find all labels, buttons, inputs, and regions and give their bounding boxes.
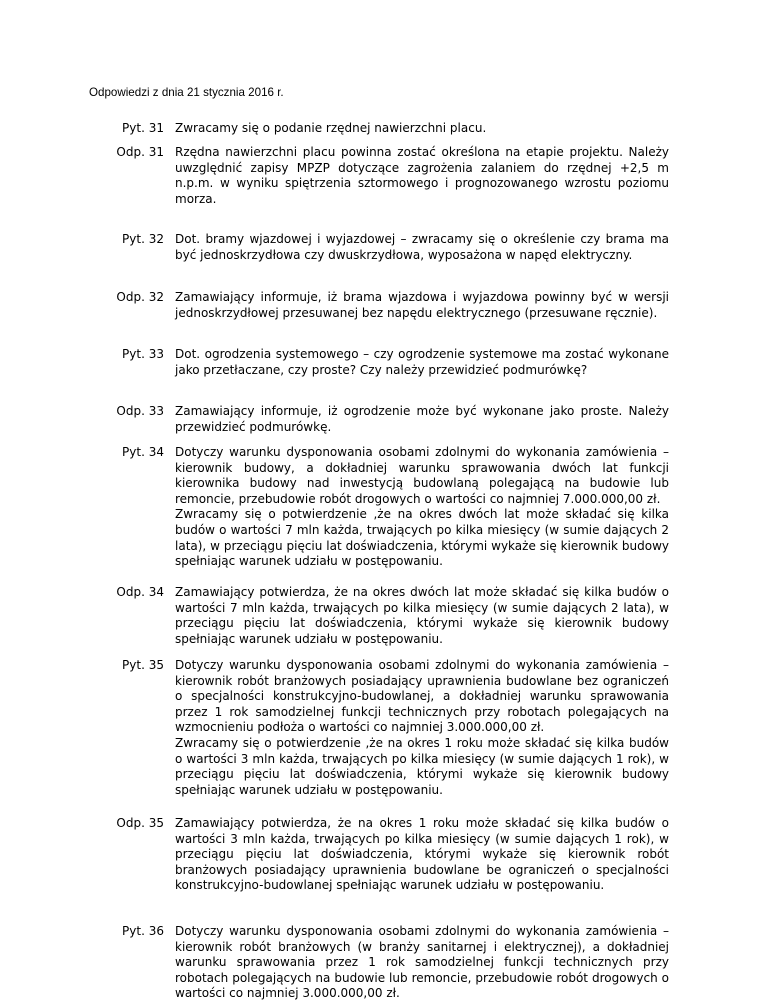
qa-label: Odp. 31	[116, 145, 164, 159]
qa-paragraph: Zwracamy się o potwierdzenie ,że na okres 1 roku może składać się kilka budów o wartości 3 mln każda, trwających po kilka miesięcy (w sumie dających 1 rok), w przeciągu pięciu lat doświadczenia, którymi wykaże się kierownik budowy spełniając warunek udziału w postępowaniu.	[175, 735, 669, 797]
qa-text	[175, 585, 669, 647]
qa-text	[175, 658, 669, 798]
qa-paragraph: Dotyczy warunku dysponowania osobami zdolnymi do wykonania zamówienia – kierownik budowy, a dokładniej warunku sprawowania dwóch lat funkcji kierownika budowy nad inwestycją budowlaną polegającą na budowie lub remoncie, przebudowie robót drogowych o wartości co najmniej 7.000.000,00 zł.	[175, 445, 669, 506]
qa-paragraph: Rzędna nawierzchni placu powinna zostać określona na etapie projektu. Należy uwzględnić zapisy MPZP dotyczące zagrożenia zalaniem do rzędnej +2,5 m n.p.m. w wyniku spiętrzenia sztormowego i prognozowanego wzrostu poziomu morza.	[175, 145, 669, 206]
qa-text	[175, 347, 669, 378]
qa-text	[175, 121, 669, 137]
qa-label: Odp. 33	[116, 404, 164, 418]
qa-text	[175, 232, 669, 263]
qa-label: Pyt. 31	[122, 121, 164, 135]
qa-label: Pyt. 33	[122, 347, 164, 361]
qa-paragraph: Zwracamy się o potwierdzenie ,że na okres dwóch lat może składać się kilka budów o wartości 7 mln każda, trwających po kilka miesięcy (w sumie dających 2 lata), w przeciągu pięciu lat doświadczenia, którymi wykaże się kierownik budowy spełniając warunek udziału w postępowaniu.	[175, 507, 669, 569]
qa-paragraph: Dot. ogrodzenia systemowego – czy ogrodzenie systemowe ma zostać wykonane jako przetłaczane, czy proste? Czy należy przewidzieć podmurówkę?	[175, 347, 669, 377]
qa-label: Pyt. 32	[122, 232, 164, 246]
qa-paragraph: Zamawiający potwierdza, że na okres dwóch lat może składać się kilka budów o wartości 7 mln każda, trwających po kilka miesięcy (w sumie dających 2 lata), w przeciągu pięciu lat doświadczenia, którymi wykaże się kierownik budowy spełniając warunek udziału w postępowaniu.	[175, 585, 669, 646]
qa-text	[175, 445, 669, 570]
qa-text	[175, 404, 669, 435]
qa-text	[175, 145, 669, 207]
qa-label: Pyt. 35	[122, 658, 164, 672]
qa-label: Pyt. 34	[122, 445, 164, 459]
qa-text	[175, 290, 669, 321]
qa-paragraph: Dot. bramy wjazdowej i wyjazdowej – zwracamy się o określenie czy brama ma być jednoskrzydłowa czy dwuskrzydłowa, wyposażona w napęd elektryczny.	[175, 232, 669, 262]
qa-paragraph: Zamawiający potwierdza, że na okres 1 roku może składać się kilka budów o wartości 3 mln każda, trwających po kilka miesięcy (w sumie dających 1 rok), w przeciągu pięciu lat doświadczenia, którymi wykaże się kierownik robót branżowych posiadający uprawnienia budowlane be ograniczeń o specjalności konstrukcyjno-budowlanej spełniając warunek udziału w postępowaniu.	[175, 816, 669, 893]
qa-label: Odp. 32	[116, 290, 164, 304]
qa-paragraph: Dotyczy warunku dysponowania osobami zdolnymi do wykonania zamówienia – kierownik robót branżowych posiadający uprawnienia budowlane bez ograniczeń o specjalności konstrukcyjno-budowlanej, a dokładniej warunku sprawowania przez 1 rok samodzielnej funkcji technicznych przy robotach polegających na wzmocnieniu podłoża o wartości co najmniej 3.000.000,00 zł.	[175, 658, 669, 735]
qa-text	[175, 924, 669, 1002]
qa-label: Pyt. 36	[122, 924, 164, 938]
qa-paragraph: Zamawiający informuje, iż ogrodzenie może być wykonane jako proste. Należy przewidzieć podmurówkę.	[175, 404, 669, 434]
qa-label: Odp. 34	[116, 585, 164, 599]
qa-paragraph: Zwracamy się o podanie rzędnej nawierzchni placu.	[175, 121, 487, 135]
qa-label: Odp. 35	[116, 816, 164, 830]
document-header: Odpowiedzi z dnia 21 stycznia 2016 r.	[89, 86, 284, 99]
qa-paragraph: Dotyczy warunku dysponowania osobami zdolnymi do wykonania zamówienia – kierownik robót branżowych (w branży sanitarnej i elektrycznej), a dokładniej warunku sprawowania przez 1 rok samodzielnej funkcji technicznych przy robotach polegających na budowie lub remoncie, przebudowie robót drogowych o wartości co najmniej 3.000.000,00 zł.	[175, 924, 669, 1001]
qa-paragraph: Zamawiający informuje, iż brama wjazdowa i wyjazdowa powinny być w wersji jednoskrzydłowej przesuwanej bez napędu elektrycznego (przesuwane ręcznie).	[175, 290, 669, 320]
qa-text	[175, 816, 669, 894]
